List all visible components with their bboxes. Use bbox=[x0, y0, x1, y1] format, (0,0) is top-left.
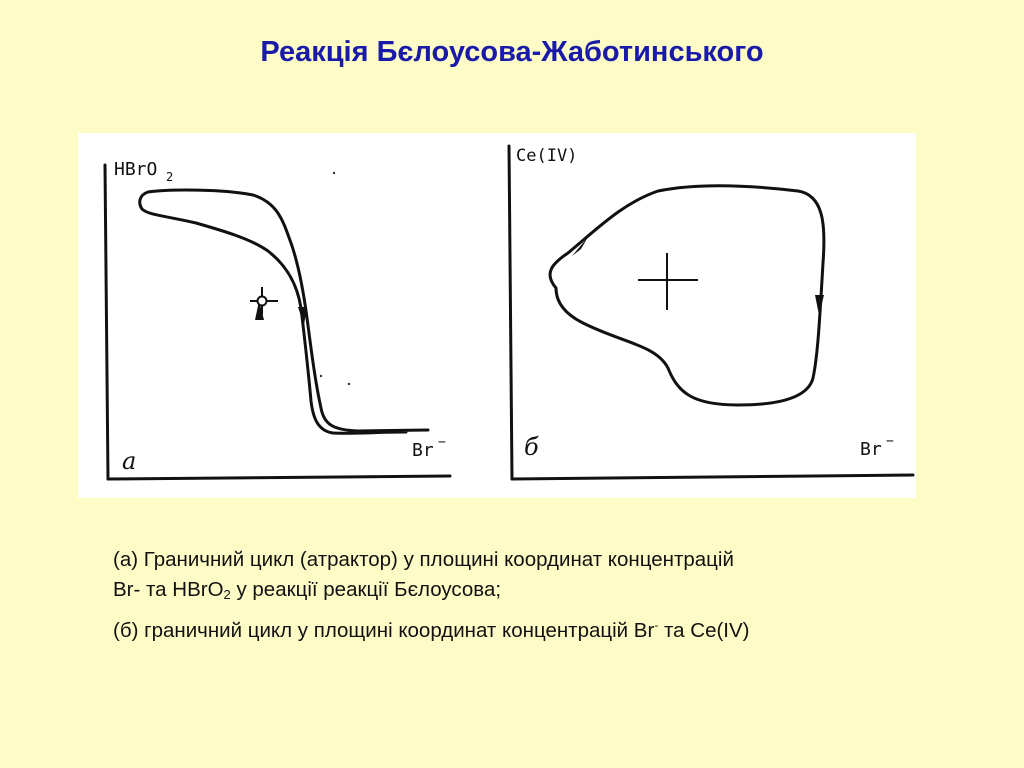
panel-a-x-axis-superscript: − bbox=[438, 435, 446, 450]
figure-caption bbox=[113, 545, 933, 646]
caption-line-2: Br- та HBrO$_2$ у реакції реакції Бєлоусова; bbox=[113, 578, 502, 602]
panel-a-x-axis-label: Br bbox=[412, 440, 434, 461]
panel-b-x-axis-superscript: − bbox=[886, 434, 894, 449]
panel-b-crosshair bbox=[638, 253, 698, 310]
panel-a-letter: a bbox=[122, 447, 137, 475]
panel-b-limit-cycle bbox=[550, 186, 824, 405]
panel-a-y-axis-label: HBrO bbox=[114, 159, 158, 180]
panel-a-fixed-point bbox=[258, 297, 267, 306]
slide-title: Реакція Бєлоусова-Жаботинського bbox=[260, 36, 764, 68]
panel-b-y-axis-label: Ce(IV) bbox=[516, 146, 578, 166]
caption-line-1: (а) Граничний цикл (атрактор) у площині координат концентрацій bbox=[113, 548, 734, 571]
panel-b-x-axis bbox=[512, 475, 913, 479]
panel-b-x-axis-label: Br bbox=[860, 439, 882, 460]
panel-b-y-axis bbox=[509, 146, 512, 479]
panel-b-letter: б bbox=[524, 433, 539, 461]
limit-cycle-diagram bbox=[78, 133, 916, 498]
figure-panel bbox=[78, 133, 916, 498]
caption-line-3: (б) граничний цикл у площині координат концентрацій Br- та Ce(IV) bbox=[113, 618, 750, 642]
panel-b-arrow-down bbox=[815, 295, 824, 315]
panel-a-limit-cycle bbox=[140, 190, 428, 433]
panel-a-y-axis bbox=[105, 165, 108, 479]
panel-a-x-axis bbox=[108, 476, 450, 479]
panel-a-y-axis-subscript: 2 bbox=[166, 170, 174, 184]
